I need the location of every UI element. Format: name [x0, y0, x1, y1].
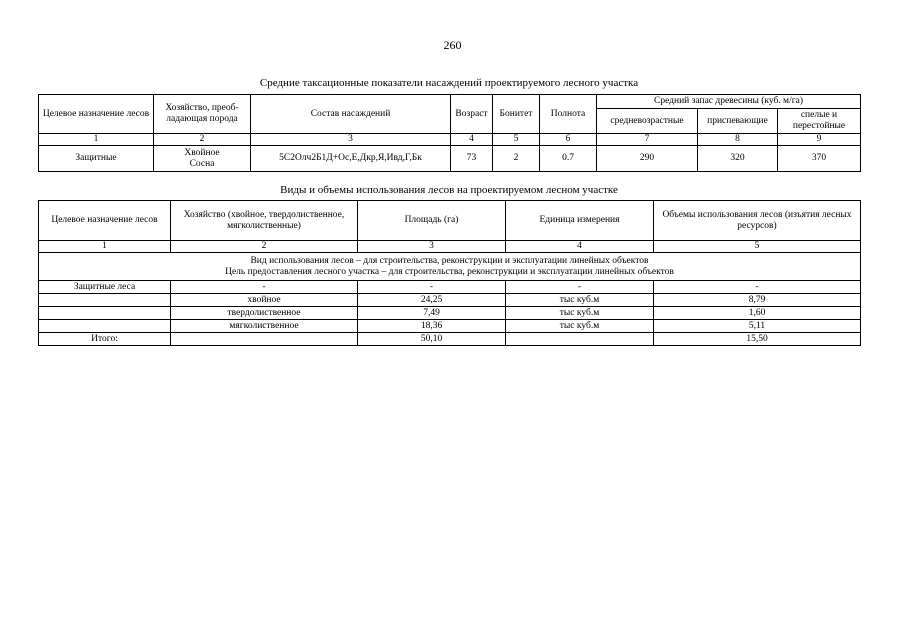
cell-area: 18,36: [358, 320, 506, 333]
header-stock-mid: средневозрастные: [597, 109, 698, 134]
use-type: Вид использования лесов – для строительства, реконструкции и эксплуатации линейных объектов: [250, 255, 649, 266]
column-number: 2: [154, 134, 251, 146]
column-number: 3: [251, 134, 451, 146]
column-number: 5: [493, 134, 540, 146]
column-number: 1: [39, 134, 154, 146]
total-volume: 15,50: [654, 333, 861, 346]
cell-farm: мягколиственное: [171, 320, 358, 333]
column-number: 4: [506, 241, 654, 253]
header-purpose: Целевое назначение лесов: [39, 201, 171, 241]
header-volume: Объемы использования лесов (изъятия лесных ресурсов): [654, 201, 861, 241]
cell-farm: хвойное: [171, 294, 358, 307]
header-density: Полнота: [540, 95, 597, 134]
forest-use-table: [38, 200, 861, 346]
table-row: [39, 307, 861, 320]
column-number: 2: [171, 241, 358, 253]
cell-unit: тыс куб.м: [506, 320, 654, 333]
column-number: 5: [654, 241, 861, 253]
header-farm: Хозяйство, преоб-ладающая порода: [154, 95, 251, 134]
header-purpose: Целевое назначение лесов: [39, 95, 154, 134]
cell-stock-ripening: 320: [698, 146, 778, 172]
use-goal: Цель предоставления лесного участка – для строительства, реконструкции и эксплуатации линейных объектов: [225, 266, 674, 277]
cell-area: -: [358, 281, 506, 294]
header-stock-group: Средний запас древесины (куб. м/га): [597, 95, 861, 109]
header-area: Площадь (га): [358, 201, 506, 241]
cell-volume: 8,79: [654, 294, 861, 307]
header-unit: Единица измерения: [506, 201, 654, 241]
cell-density: 0.7: [540, 146, 597, 172]
cell-age: 73: [451, 146, 493, 172]
column-number: 1: [39, 241, 171, 253]
table-row: [39, 281, 861, 294]
cell-area: 24,25: [358, 294, 506, 307]
header-stock-ripening: приспевающие: [698, 109, 778, 134]
cell-farm: [154, 146, 251, 172]
cell-farm: -: [171, 281, 358, 294]
cell-volume: 1,60: [654, 307, 861, 320]
cell-farm-line1: Хвойное: [184, 147, 220, 158]
total-farm: [171, 333, 358, 346]
header-bonitet: Бонитет: [493, 95, 540, 134]
cell-volume: 5,11: [654, 320, 861, 333]
table1-caption: Средние таксационные показатели насаждений проектируемого лесного участка: [259, 77, 639, 89]
header-farm: Хозяйство (хвойное, твердолиственное, мягколиственные): [171, 201, 358, 241]
column-number: 8: [698, 134, 778, 146]
header-age: Возраст: [451, 95, 493, 134]
column-number: 7: [597, 134, 698, 146]
cell-composition: 5С2Олч2Б1Д+Ос,Е,Дкр,Я,Ивд,Г,Бк: [251, 146, 451, 172]
page-number: 260: [443, 38, 462, 52]
cell-purpose: [39, 294, 171, 307]
table2-caption: Виды и объемы использования лесов на проектируемом лесном участке: [280, 184, 618, 196]
cell-purpose: [39, 307, 171, 320]
cell-bonitet: 2: [493, 146, 540, 172]
header-stock-mature: спелые и перестойные: [778, 109, 861, 134]
cell-farm-line2: Сосна: [189, 158, 215, 169]
use-description: [39, 253, 861, 281]
stand-indicators-table: [38, 94, 861, 172]
cell-stock-mature: 370: [778, 146, 861, 172]
total-label: Итого:: [39, 333, 171, 346]
column-number: 9: [778, 134, 861, 146]
total-area: 50,10: [358, 333, 506, 346]
total-unit: [506, 333, 654, 346]
cell-stock-mid: 290: [597, 146, 698, 172]
total-row: [39, 333, 861, 346]
column-number: 6: [540, 134, 597, 146]
cell-purpose: [39, 320, 171, 333]
table-row: [39, 294, 861, 307]
column-number: 4: [451, 134, 493, 146]
table-row: [39, 320, 861, 333]
cell-unit: тыс куб.м: [506, 294, 654, 307]
cell-unit: тыс куб.м: [506, 307, 654, 320]
cell-area: 7,49: [358, 307, 506, 320]
cell-purpose: Защитные леса: [39, 281, 171, 294]
column-number: 3: [358, 241, 506, 253]
cell-volume: -: [654, 281, 861, 294]
header-composition: Состав насаждений: [251, 95, 451, 134]
cell-unit: -: [506, 281, 654, 294]
cell-purpose: Защитные: [39, 146, 154, 172]
cell-farm: твердолиственное: [171, 307, 358, 320]
